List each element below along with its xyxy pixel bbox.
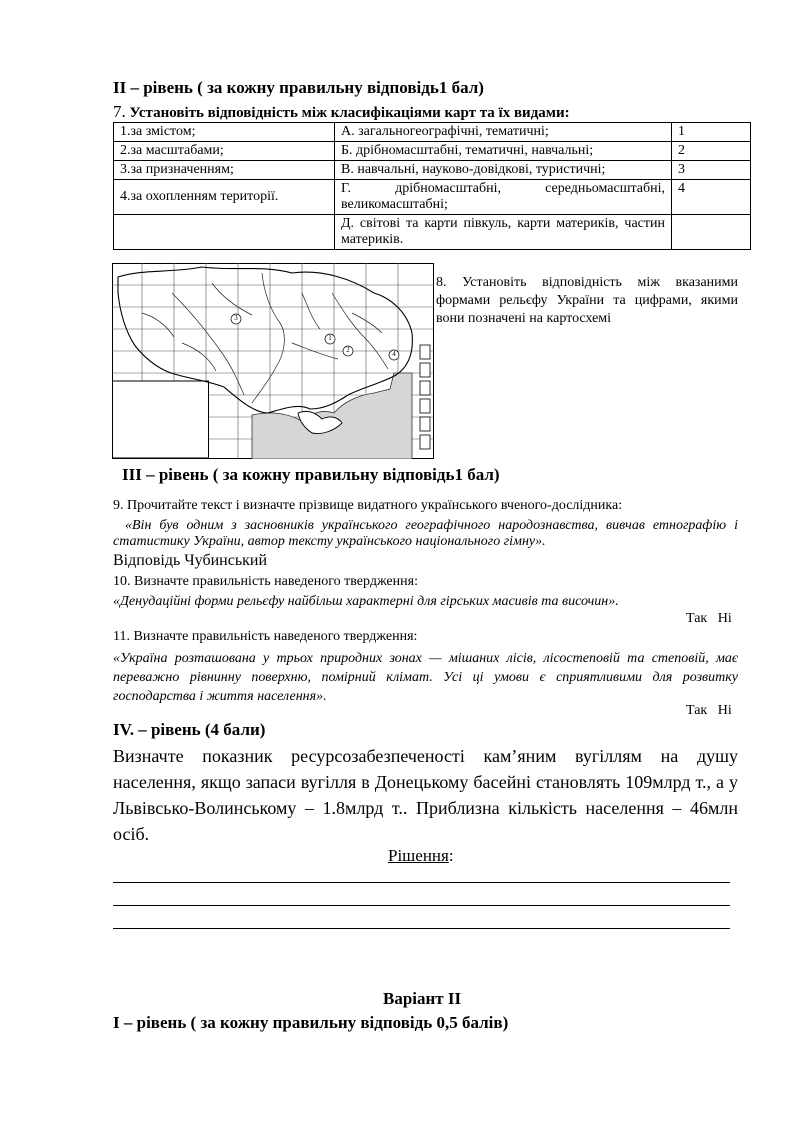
table-row [114,142,751,161]
table-cell [114,215,335,250]
q9-quote: «Він був одним з засновників українського географічного народознавства, вивчав етнографію і статистику України, автор тексту українського національного гімну». [113,518,738,549]
q8-text: 8. Установіть відповідність між вказаними формами рельєфу України та цифрами, якими вони позначені на картосхемі [436,275,738,326]
table-cell: Д. світові та карти півкуль, карти материків, частин материків. [335,215,672,250]
map-drawing [112,263,434,459]
table-cell: В. навчальні, науково-довідкові, туристичні; [335,161,672,180]
table-row [114,161,751,180]
table-cell: Б. дрібномасштабні, тематичні, навчальні; [335,142,672,161]
q10-quote: «Денудаційні форми рельєфу найбільш характерні для гірських масивів та височин». [113,594,619,609]
table-cell: 1.за змістом; [114,123,335,142]
level4-heading: IV. – рівень (4 бали) [113,720,266,739]
table-cell: 3 [672,161,751,180]
q7-number: 7. [113,102,126,121]
map-label-4: 4 [392,350,396,358]
level2-heading: II – рівень ( за кожну правильну відповідь1 бал) [113,78,484,97]
level3-heading: III – рівень ( за кожну правильну відповідь1 бал) [122,465,500,484]
answer-line-1 [113,882,730,883]
map-label-1: 1 [328,334,332,342]
variant2-level1-heading: І – рівень ( за кожну правильну відповідь 0,5 балів) [113,1013,509,1032]
answer-line-3 [113,928,730,929]
q7-matching-table [113,122,751,250]
table-cell [672,215,751,250]
table-cell: 1 [672,123,751,142]
map-label-3: 3 [234,314,238,322]
table-row [114,123,751,142]
ukraine-relief-map [112,263,434,459]
q7-text: Установіть відповідність між класифікаціями карт та їх видами: [129,105,570,121]
table-row [114,180,751,215]
map-label-2: 2 [346,346,350,354]
table-cell: А. загальногеографічні, тематичні; [335,123,672,142]
table-cell: Г. дрібномасштабні, середньомасштабні, великомасштабні; [335,180,672,215]
q9-answer: Відповідь Чубинський [113,552,268,569]
variant2-title: Варіант ІІ [383,989,462,1008]
q9-text: 9. Прочитайте текст і визначте прізвище видатного українського вченого-дослідника: [113,498,623,513]
table-cell: 4.за охопленням території. [114,180,335,215]
table-cell: 3.за призначенням; [114,161,335,180]
q11-quote: «Україна розташована у трьох природних зонах — мішаних лісів, лісостеповій та степовій, має переважно рівнинну поверхню, помірний клімат. Усі ці умови є сприятливими для розвитку господарства і життя населення». [113,651,738,704]
q11-options: Так Ні [686,703,732,718]
solution-word: Рішення [388,846,449,865]
table-cell: 2 [672,142,751,161]
level4-task: Визначте показник ресурсозабезпеченості кам’яним вугіллям на душу населення, якщо запаси вугілля в Донецькому басейні становлять 109млрд т., а у Львівсько-Волинському – 1.8млрд т.. Приблизна кількість населення – 46млн осіб. [113,746,738,844]
solution-colon: : [448,846,454,865]
q7-prompt [113,102,570,122]
answer-line-2 [113,905,730,906]
table-cell: 2.за масштабами; [114,142,335,161]
q11-text: 11. Визначте правильність наведеного твердження: [113,629,418,644]
q10-text: 10. Визначте правильність наведеного твердження: [113,574,418,589]
table-cell: 4 [672,180,751,215]
solution-label [388,846,454,866]
q10-options: Так Ні [686,611,732,626]
table-row [114,215,751,250]
